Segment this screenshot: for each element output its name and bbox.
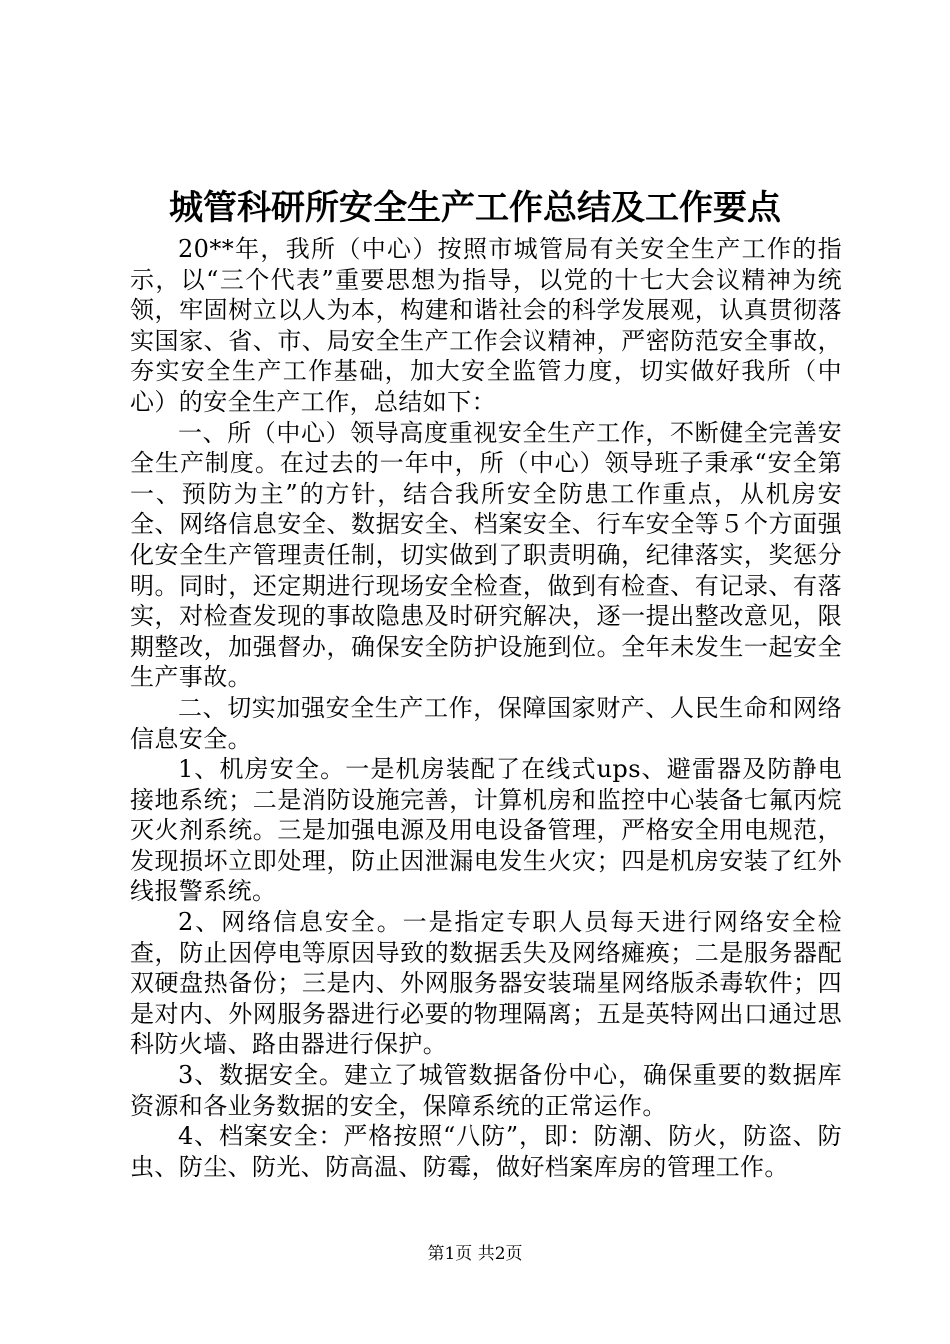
document-body xyxy=(130,234,842,1182)
paragraph-server-room-safety: 1、机房安全。一是机房装配了在线式ups、避雷器及防静电接地系统；二是消防设施完善，计算机房和监控中心装备七氟丙烷灭火剂系统。三是加强电源及用电设备管理，严格安全用电规范，发现损坏立即处理，防止因泄漏电发生火灾；四是机房安装了红外线报警系统。 xyxy=(130,755,842,906)
paragraph-archive-safety: 4、档案安全：严格按照“八防”，即：防潮、防火，防盗、防虫、防尘、防光、防高温、防霉，做好档案库房的管理工作。 xyxy=(130,1122,842,1181)
paragraph-data-safety: 3、数据安全。建立了城管数据备份中心，确保重要的数据库资源和各业务数据的安全，保障系统的正常运作。 xyxy=(130,1061,842,1120)
page-number-footer: 第1页 共2页 xyxy=(427,1244,523,1264)
paragraph-network-safety: 2、网络信息安全。一是指定专职人员每天进行网络安全检查，防止因停电等原因导致的数据丢失及网络瘫痪；二是服务器配双硬盘热备份；三是内、外网服务器安装瑞星网络版杀毒软件；四是对内、外网服务器进行必要的物理隔离；五是英特网出口通过思科防火墙、路由器进行保护。 xyxy=(130,908,842,1059)
paragraph-section-2: 二、切实加强安全生产工作，保障国家财产、人民生命和网络信息安全。 xyxy=(130,693,842,753)
paragraph-section-1: 一、所（中心）领导高度重视安全生产工作，不断健全完善安全生产制度。在过去的一年中，所（中心）领导班子秉承“安全第一、预防为主”的方针，结合我所安全防患工作重点，从机房安全、网络信息安全、数据安全、档案安全、行车安全等５个方面强化安全生产管理责任制，切实做到了职责明确，纪律落实，奖惩分明。同时，还定期进行现场安全检查，做到有检查、有记录、有落实，对检查发现的事故隐患及时研究解决，逐一提出整改意见，限期整改，加强督办，确保安全防护设施到位。全年未发生一起安全生产事故。 xyxy=(130,418,842,692)
document-title: 城管科研所安全生产工作总结及工作要点 xyxy=(169,188,781,228)
paragraph-intro: 20**年，我所（中心）按照市城管局有关安全生产工作的指示，以“三个代表”重要思想为指导，以党的十七大会议精神为统领，牢固树立以人为本，构建和谐社会的科学发展观，认真贯彻落实国家、省、市、局安全生产工作会议精神，严密防范安全事故，夯实安全生产工作基础，加大安全监管力度，切实做好我所（中心）的安全生产工作，总结如下： xyxy=(130,235,842,416)
